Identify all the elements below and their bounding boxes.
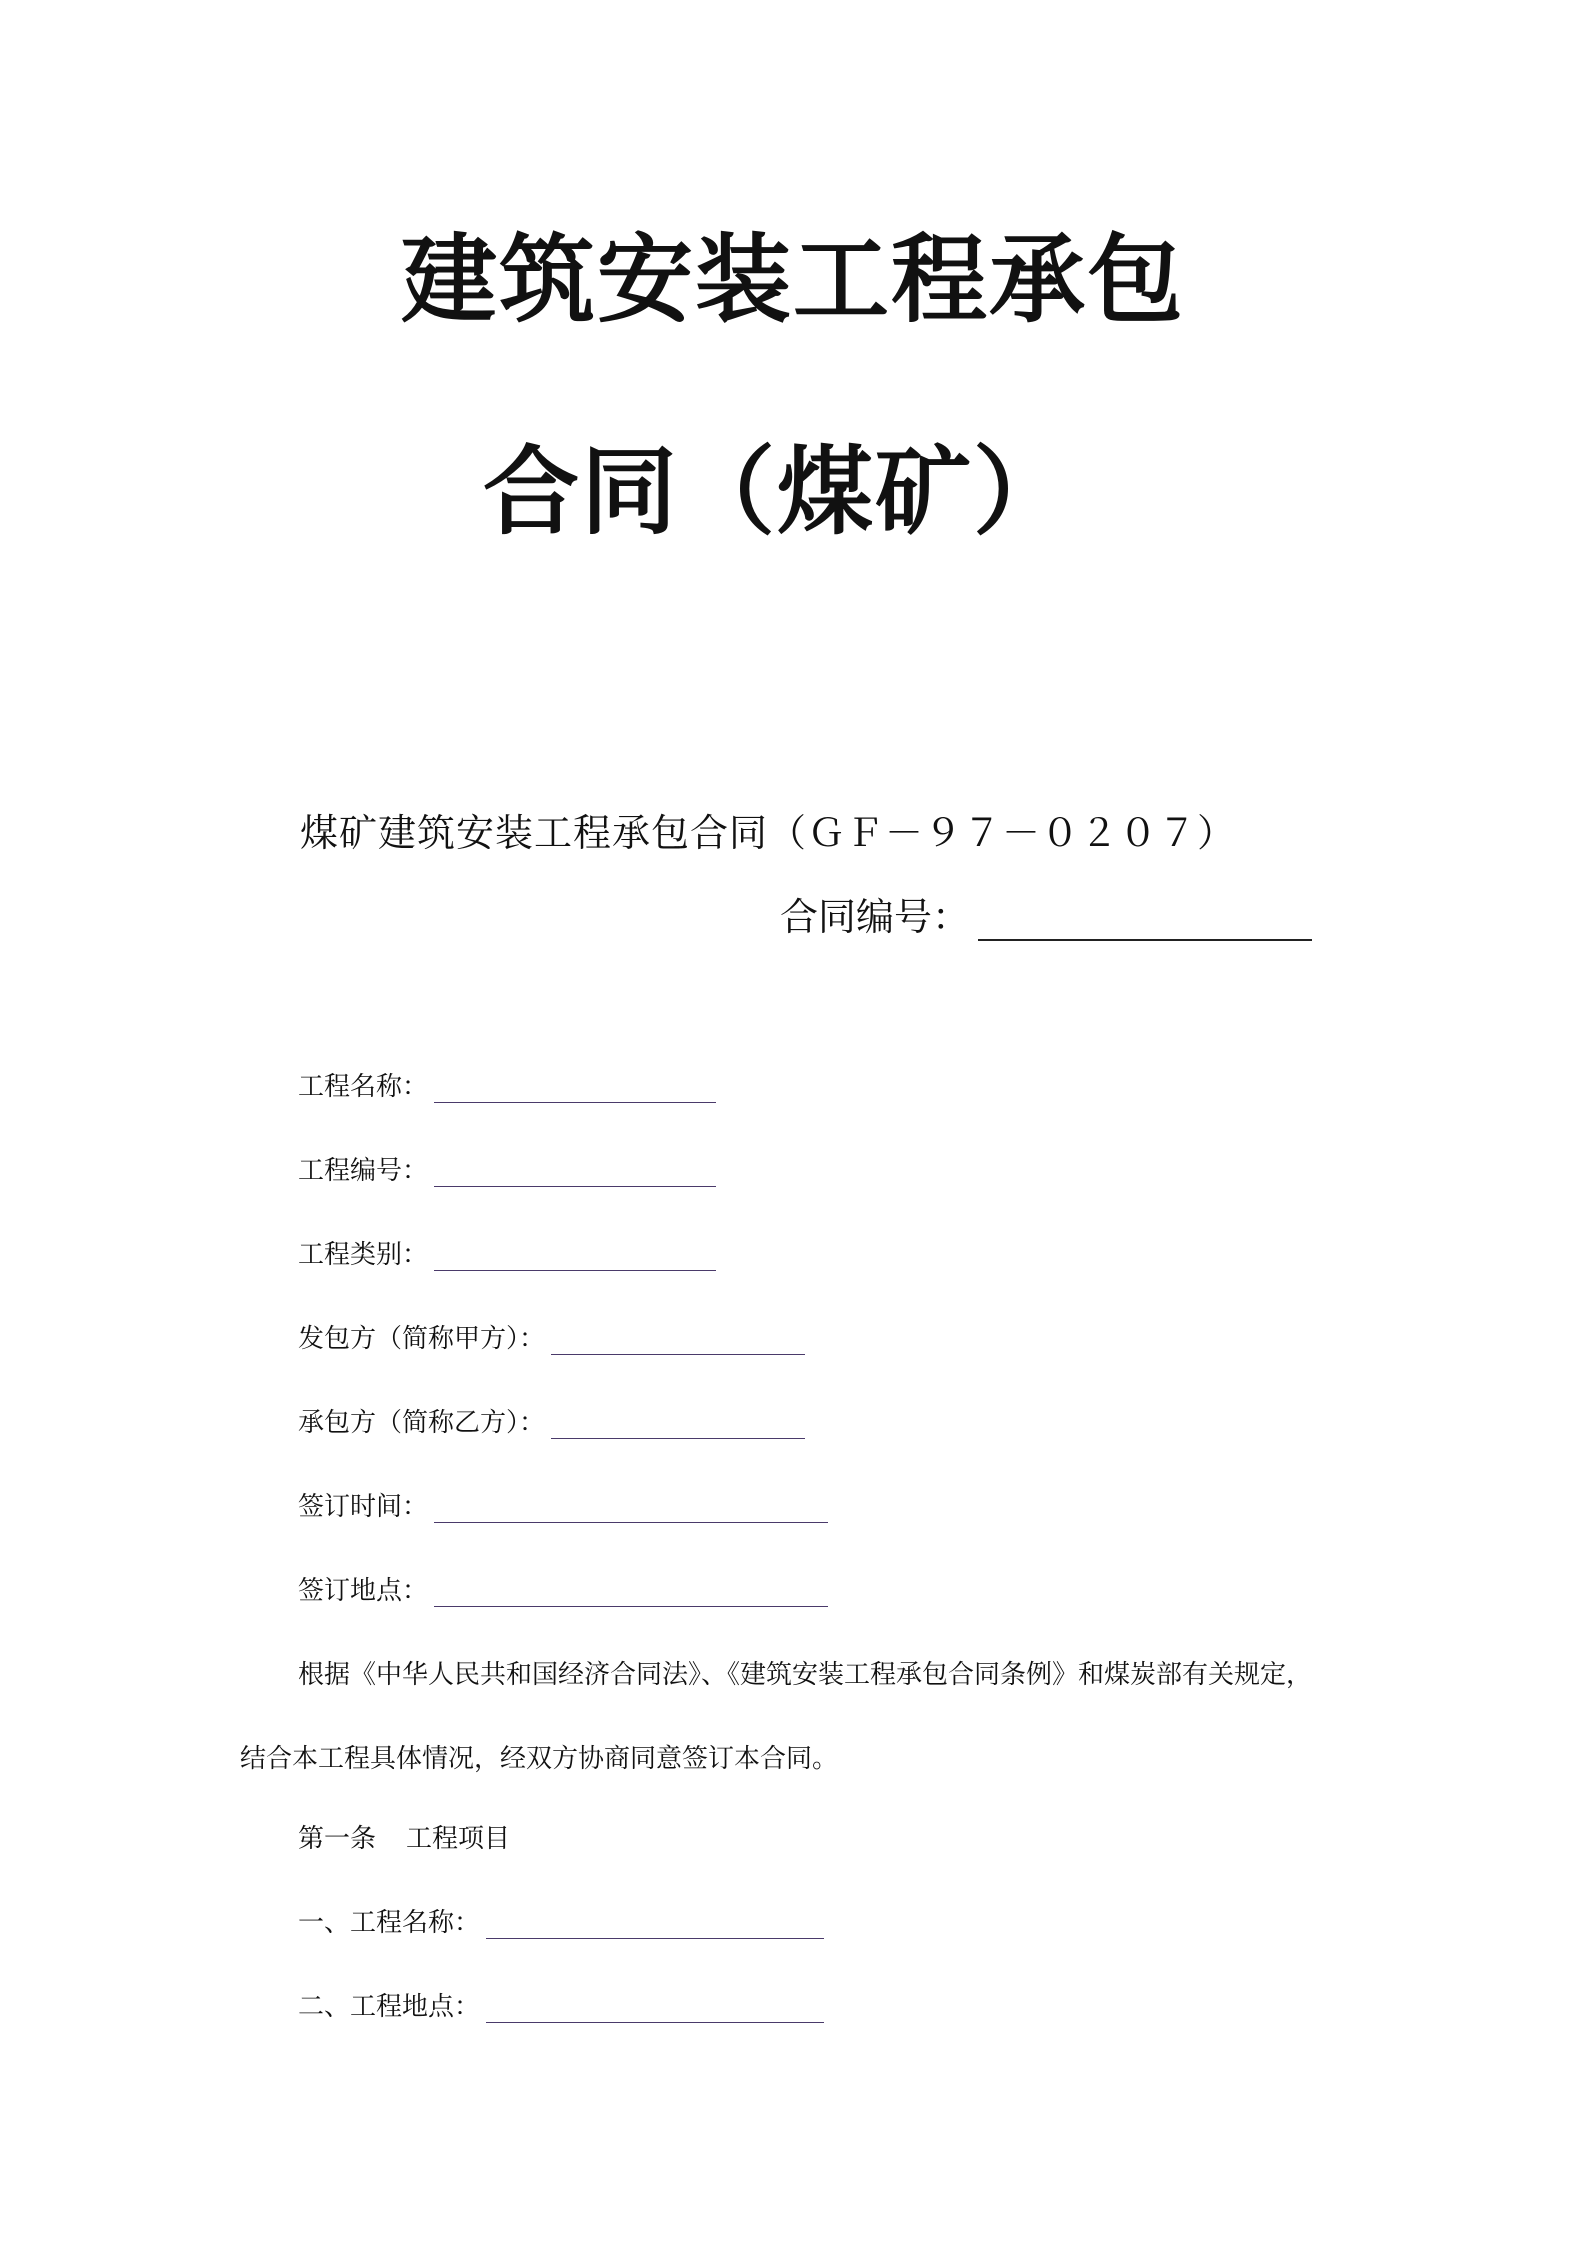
field-blank[interactable] — [551, 1326, 805, 1355]
field-blank[interactable] — [551, 1410, 805, 1439]
field-blank[interactable] — [486, 1994, 824, 2023]
field-label: 工程名称： — [298, 1072, 429, 1102]
field-label: 发包方（简称甲方）： — [298, 1324, 546, 1354]
article1-number: 第一条 — [298, 1824, 377, 1854]
contract-number-row — [780, 886, 1312, 941]
document-title-line1: 建筑安装工程承包 — [401, 224, 1185, 336]
field-label: 一、工程名称： — [298, 1908, 481, 1938]
article1-item-name — [298, 1902, 824, 1939]
field-blank[interactable] — [434, 1578, 828, 1607]
document-title-line2: 合同（煤矿） — [483, 436, 1071, 548]
preamble-line1: 根据《中华人民共和国经济合同法》、《建筑安装工程承包合同条例》和煤炭部有关规定， — [298, 1660, 1313, 1690]
field-label: 承包方（简称乙方）： — [298, 1408, 546, 1438]
article1-title: 工程项目 — [406, 1824, 511, 1854]
field-project-category — [298, 1234, 716, 1271]
field-label: 工程类别： — [298, 1240, 429, 1270]
contract-number-blank[interactable] — [978, 899, 1312, 941]
field-blank[interactable] — [434, 1074, 716, 1103]
field-blank[interactable] — [486, 1910, 824, 1939]
field-project-number — [298, 1150, 716, 1187]
field-label: 签订时间： — [298, 1492, 429, 1522]
field-signing-date — [298, 1486, 828, 1523]
field-party-a — [298, 1318, 805, 1355]
field-label: 工程编号： — [298, 1156, 429, 1186]
contract-number-label: 合同编号： — [780, 895, 971, 939]
field-label: 签订地点： — [298, 1576, 429, 1606]
field-signing-place — [298, 1570, 828, 1607]
article1-heading — [298, 1818, 510, 1855]
article1-item-location — [298, 1986, 824, 2023]
field-blank[interactable] — [434, 1494, 828, 1523]
field-party-b — [298, 1402, 805, 1439]
field-blank[interactable] — [434, 1242, 716, 1271]
field-label: 二、工程地点： — [298, 1992, 481, 2022]
contract-subtitle: 煤矿建筑安装工程承包合同（ＧＦ－９７－０２０７） — [300, 811, 1237, 855]
preamble-line2: 结合本工程具体情况，经双方协商同意签订本合同。 — [240, 1744, 839, 1774]
field-blank[interactable] — [434, 1158, 716, 1187]
field-project-name — [298, 1066, 716, 1103]
